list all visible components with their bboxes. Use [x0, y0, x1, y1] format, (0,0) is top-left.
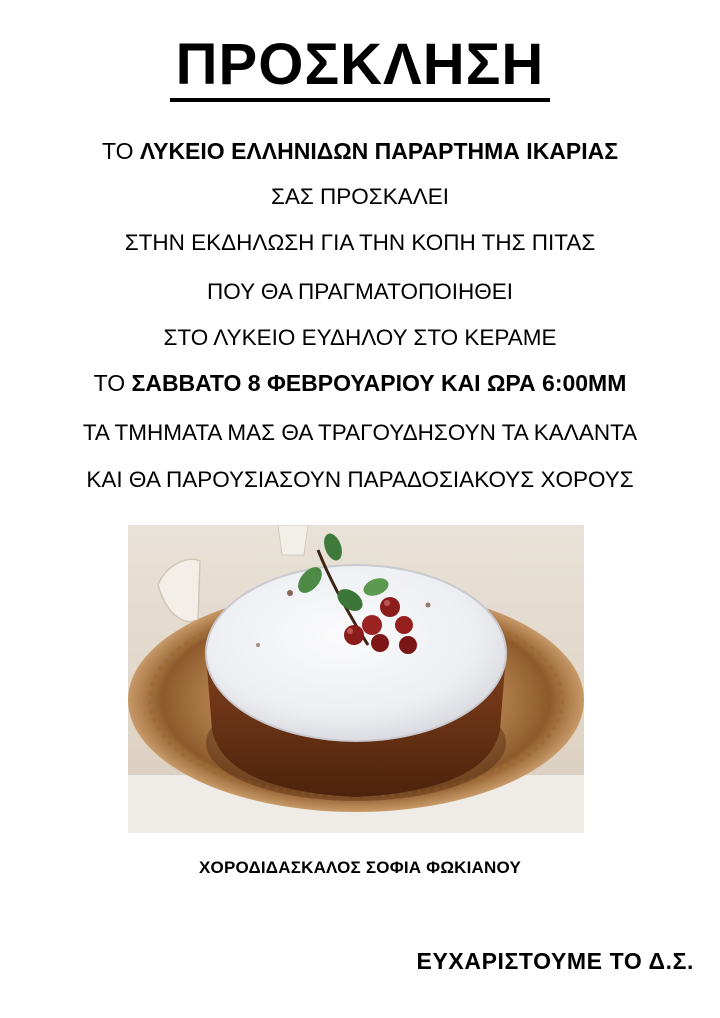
- event-time-prefix: ΤΟ: [93, 370, 126, 396]
- invitation-title: ΠΡΟΣΚΛΗΣΗ: [170, 32, 551, 102]
- invite-line-1: ΣΑΣ ΠΡΟΣΚΑΛΕΙ: [270, 184, 450, 209]
- choir-teacher-credit: ΧΟΡΟΔΙΔΑΣΚΑΛΟΣ ΣΟΦΙΑ ΦΩΚΙΑΝΟΥ: [198, 858, 522, 877]
- venue-line: ΣΤΟ ΛΥΚΕΙΟ ΕΥΔΗΛΟΥ ΣΤΟ ΚΕΡΑΜΕ: [163, 325, 557, 350]
- program-line-2: ΚΑΙ ΘΑ ΠΑΡΟΥΣΙΑΣΟΥΝ ΠΑΡΑΔΟΣΙΑΚΟΥΣ ΧΟΡΟΥΣ: [86, 467, 634, 492]
- organization-name: ΛΥΚΕΙΟ ΕΛΛΗΝΙΔΩΝ ΠΑΡΑΡΤΗΜΑ ΙΚΑΡΙΑΣ: [139, 138, 619, 164]
- invitation-title-wrap: [0, 32, 720, 102]
- event-date-time: ΣΑΒΒΑΤΟ 8 ΦΕΒΡΟΥΑΡΙΟΥ ΚΑΙ ΩΡΑ 6:00ΜΜ: [131, 370, 627, 396]
- program-line-1: ΤΑ ΤΜΗΜΑΤΑ ΜΑΣ ΘΑ ΤΡΑΓΟΥΔΗΣΟΥΝ ΤΑ ΚΑΛΑΝΤΑ: [82, 420, 638, 445]
- organization-line: [0, 136, 720, 166]
- invite-line-3: ΠΟΥ ΘΑ ΠΡΑΓΜΑΤΟΠΟΙΗΘΕΙ: [207, 279, 513, 304]
- vasilopita-cake-photo: [128, 525, 584, 833]
- organization-prefix: ΤΟ: [101, 138, 134, 164]
- thanks-note: ΕΥΧΑΡΙΣΤΟΥΜΕ ΤΟ Δ.Σ.: [416, 948, 694, 974]
- event-time-line: [0, 368, 720, 398]
- invite-line-2: ΣΤΗΝ ΕΚΔΗΛΩΣΗ ΓΙΑ ΤΗΝ ΚΟΠΗ ΤΗΣ ΠΙΤΑΣ: [124, 230, 596, 255]
